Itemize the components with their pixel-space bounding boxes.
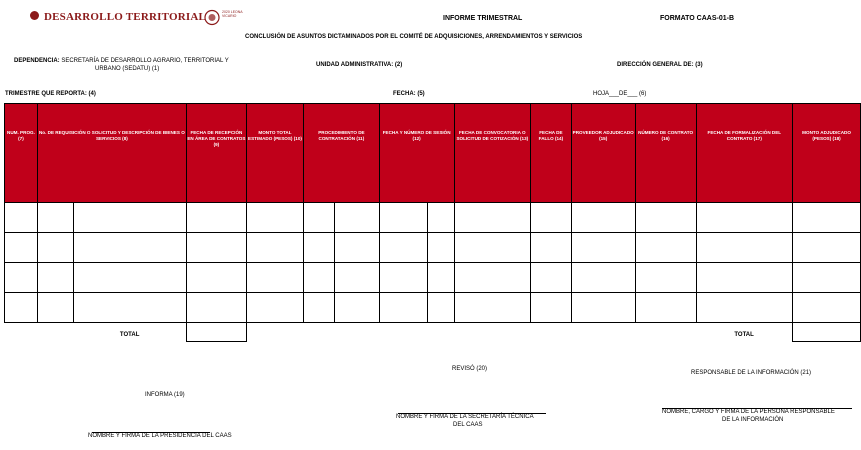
- column-header: FECHA Y NÚMERO DE SESIÓN (12): [379, 104, 454, 203]
- table-cell[interactable]: [635, 293, 696, 323]
- table-cell[interactable]: [454, 263, 531, 293]
- column-header: MONTO ADJUDICADO (PESOS) (18): [793, 104, 861, 203]
- table-cell[interactable]: [696, 293, 793, 323]
- table-cell[interactable]: [635, 233, 696, 263]
- table-cell[interactable]: [246, 233, 303, 263]
- table-cell[interactable]: [304, 263, 335, 293]
- table-cell[interactable]: [5, 263, 38, 293]
- table-cell[interactable]: [73, 233, 186, 263]
- table-cell[interactable]: [73, 263, 186, 293]
- table-cell[interactable]: [304, 203, 335, 233]
- table-header-row: [5, 104, 861, 203]
- total-row: [5, 323, 861, 342]
- table-cell[interactable]: [304, 233, 335, 263]
- table-cell[interactable]: [335, 203, 380, 233]
- table-cell[interactable]: [379, 293, 427, 323]
- reviso-name-line2: DEL CAAS: [453, 422, 483, 428]
- dependencia-value-line2: URBANO (SEDATU) (1): [95, 66, 160, 72]
- reviso-name-line1: NOMBRE Y FIRMA DE LA SECRETARÍA TÉCNICA: [396, 414, 534, 420]
- table-cell[interactable]: [186, 263, 246, 293]
- table-cell[interactable]: [5, 293, 38, 323]
- table-cell[interactable]: [793, 263, 861, 293]
- table-cell[interactable]: [37, 293, 73, 323]
- table-cell[interactable]: [186, 203, 246, 233]
- logo-text: DESARROLLO TERRITORIAL: [44, 11, 207, 23]
- table-cell[interactable]: [793, 293, 861, 323]
- main-table: [4, 103, 861, 342]
- table-cell[interactable]: [571, 293, 635, 323]
- table-cell[interactable]: [454, 293, 531, 323]
- table-cell[interactable]: [571, 263, 635, 293]
- column-header: MONTO TOTAL ESTIMADO (PESOS) (10): [246, 104, 303, 203]
- table-cell[interactable]: [246, 263, 303, 293]
- fecha-field: FECHA: (5): [393, 91, 425, 97]
- table-cell[interactable]: [696, 203, 793, 233]
- table-cell[interactable]: [531, 263, 572, 293]
- table-cell[interactable]: [696, 233, 793, 263]
- table-cell[interactable]: [37, 263, 73, 293]
- table-cell[interactable]: [427, 293, 454, 323]
- table-cell[interactable]: [635, 263, 696, 293]
- report-title: INFORME TRIMESTRAL: [443, 15, 523, 22]
- reviso-label: REVISÓ (20): [452, 366, 488, 372]
- table-cell[interactable]: [246, 203, 303, 233]
- column-header: PROCEDIMIENTO DE CONTRATACIÓN (11): [304, 104, 380, 203]
- table-cell[interactable]: [793, 203, 861, 233]
- dependencia-label: DEPENDENCIA:: [14, 58, 60, 64]
- table-cell[interactable]: [73, 293, 186, 323]
- table-cell[interactable]: [186, 233, 246, 263]
- responsable-label: RESPONSABLE DE LA INFORMACIÓN (21): [691, 370, 812, 376]
- total-amount-awarded[interactable]: [793, 323, 861, 342]
- total-amount-estimated[interactable]: [186, 323, 246, 342]
- table-cell[interactable]: [696, 263, 793, 293]
- table-cell[interactable]: [793, 233, 861, 263]
- table-cell[interactable]: [37, 233, 73, 263]
- column-header: PROVEEDOR ADJUDICADO (15): [571, 104, 635, 203]
- table-row: [5, 203, 861, 233]
- total-label-left: TOTAL: [119, 332, 140, 338]
- table-cell[interactable]: [427, 233, 454, 263]
- hoja-field: HOJA___DE___ (6): [593, 91, 647, 97]
- column-header: NÚMERO DE CONTRATO (16): [635, 104, 696, 203]
- table-cell[interactable]: [335, 233, 380, 263]
- table-cell[interactable]: [454, 233, 531, 263]
- column-header: FECHA DE FALLO (14): [531, 104, 572, 203]
- table-cell[interactable]: [335, 263, 380, 293]
- table-cell[interactable]: [37, 203, 73, 233]
- column-header: FECHA DE CONVOCATORIA O SOLICITUD DE COTIZACIÓN (13): [454, 104, 531, 203]
- table-cell[interactable]: [531, 233, 572, 263]
- table-cell[interactable]: [304, 293, 335, 323]
- table-cell[interactable]: [5, 203, 38, 233]
- table-cell[interactable]: [186, 293, 246, 323]
- table-cell[interactable]: [73, 203, 186, 233]
- column-header: FECHA DE FORMALIZACIÓN DEL CONTRATO (17): [696, 104, 793, 203]
- table-cell[interactable]: [379, 263, 427, 293]
- table-cell[interactable]: [335, 293, 380, 323]
- direccion-general: DIRECCIÓN GENERAL DE: (3): [617, 62, 703, 68]
- table-cell[interactable]: [427, 263, 454, 293]
- table-cell[interactable]: [379, 233, 427, 263]
- subtitle: CONCLUSIÓN DE ASUNTOS DICTAMINADOS POR EL COMITÉ DE ADQUISICIONES, ARRENDAMIENTOS Y SERVICIOS: [245, 34, 583, 40]
- trimestre-field: TRIMESTRE QUE REPORTA: (4): [5, 91, 96, 97]
- form-code: FORMATO CAAS-01-B: [660, 15, 735, 22]
- table-row: [5, 293, 861, 323]
- unidad-administrativa: UNIDAD ADMINISTRATIVA: (2): [316, 62, 403, 68]
- seal-text: 2020 LEONA VICARIO: [222, 10, 243, 18]
- informa-name: NOMBRE Y FIRMA DE LA PRESIDENCIA DEL CAAS: [88, 433, 232, 439]
- informa-label: INFORMA (19): [145, 392, 185, 398]
- table-cell[interactable]: [246, 293, 303, 323]
- column-header: NUM. PROG. (7): [5, 104, 38, 203]
- logo-mark-icon: [30, 11, 39, 20]
- dependencia-field: [14, 58, 229, 64]
- dependencia-value-line1: SECRETARÍA DE DESARROLLO AGRARIO, TERRITORIAL Y: [61, 58, 229, 64]
- total-label-right: TOTAL: [734, 332, 754, 338]
- table-cell[interactable]: [571, 203, 635, 233]
- table-cell[interactable]: [427, 203, 454, 233]
- table-cell[interactable]: [571, 233, 635, 263]
- column-header: FECHA DE RECEPCIÓN EN ÁREA DE CONTRATOS (9): [186, 104, 246, 203]
- table-cell[interactable]: [5, 233, 38, 263]
- table-cell[interactable]: [531, 203, 572, 233]
- table-cell[interactable]: [635, 203, 696, 233]
- responsable-name-line1: NOMBRE, CARGO Y FIRMA DE LA PERSONA RESPONSABLE: [662, 409, 835, 415]
- table-cell[interactable]: [454, 203, 531, 233]
- table-cell[interactable]: [379, 203, 427, 233]
- responsable-name-line2: DE LA INFORMACIÓN: [722, 417, 784, 423]
- table-row: [5, 263, 861, 293]
- table-cell[interactable]: [531, 293, 572, 323]
- table-row: [5, 233, 861, 263]
- column-header: No. DE REQUISICIÓN O SOLICITUD Y DESCRIPCIÓN DE BIENES O SERVICIOS (8): [37, 104, 186, 203]
